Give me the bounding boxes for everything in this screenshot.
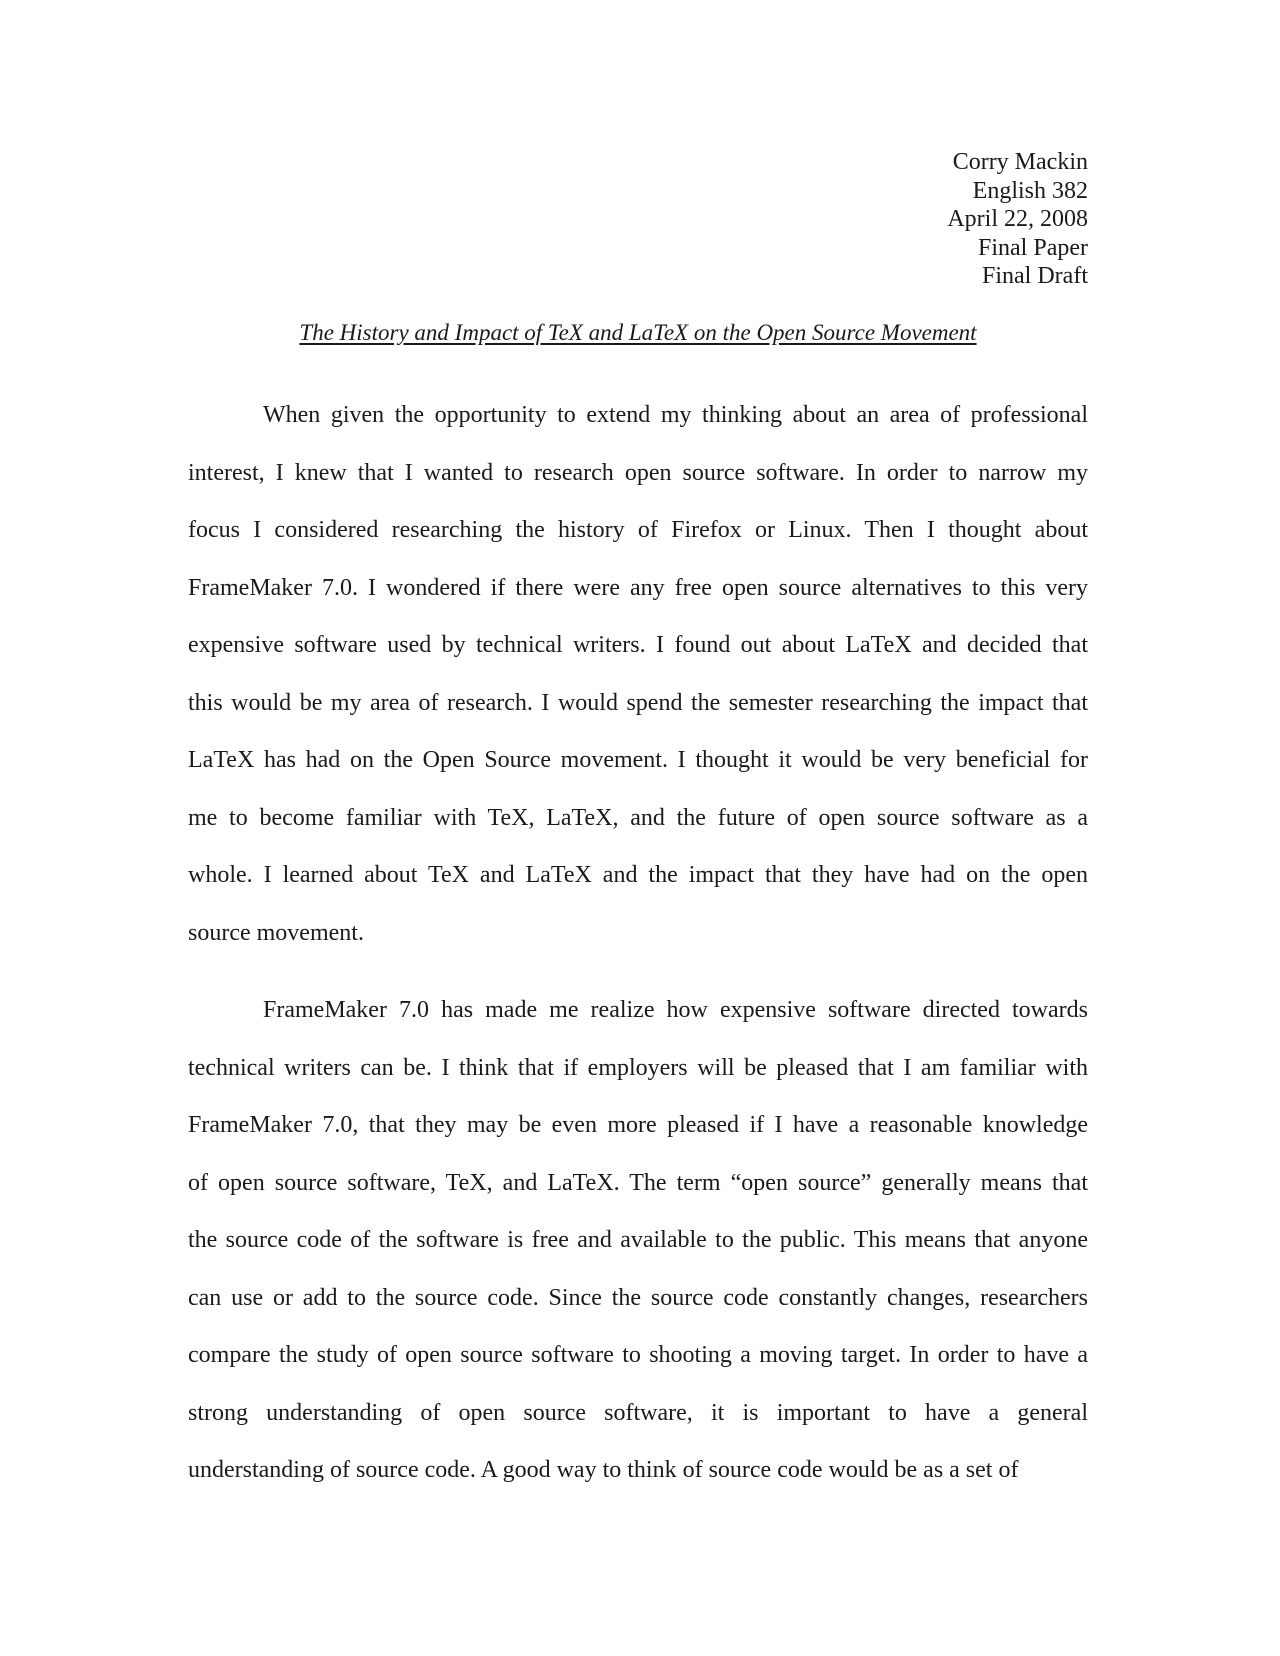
paragraph-1 — [188, 387, 1088, 962]
paragraph-line: compare the study of open source software to shooting a moving target. In order to have a — [188, 1342, 1088, 1368]
paragraph-line: strong understanding of open source software, it is important to have a general — [188, 1399, 1088, 1426]
paragraph-line: can use or add to the source code. Since the source code constantly changes, researchers — [188, 1284, 1088, 1311]
draft-label: Final Draft — [982, 263, 1088, 289]
author-name: Corry Mackin — [952, 149, 1088, 175]
paragraph-line: the source code of the software is free and available to the public. This means that anyone — [188, 1227, 1088, 1253]
paragraph-line: whole. I learned about TeX and LaTeX and the impact that they have had on the open — [188, 862, 1088, 888]
paragraph-line: this would be my area of research. I would spend the semester researching the impact that — [188, 689, 1088, 716]
paper-title: The History and Impact of TeX and LaTeX on the Open Source Movement — [299, 320, 977, 345]
paragraph-line: understanding of source code. A good way to think of source code would be as a set of — [188, 1457, 1019, 1483]
paragraph-line: FrameMaker 7.0. I wondered if there were any free open source alternatives to this very — [188, 574, 1088, 601]
paragraph-line: FrameMaker 7.0, that they may be even more pleased if I have a reasonable knowledge — [188, 1112, 1088, 1138]
paragraph-line: of open source software, TeX, and LaTeX. The term “open source” generally means that — [188, 1169, 1088, 1196]
paragraph-line: expensive software used by technical writers. I found out about LaTeX and decided that — [188, 632, 1088, 658]
assignment-label: Final Paper — [978, 234, 1088, 261]
paragraph-line: When given the opportunity to extend my thinking about an area of professional — [263, 402, 1088, 428]
paragraph-line: source movement. — [188, 919, 364, 946]
paragraph-line: focus I considered researching the history of Firefox or Linux. Then I thought about — [188, 517, 1088, 543]
paragraph-line: LaTeX has had on the Open Source movement. I thought it would be very beneficial for — [188, 747, 1088, 773]
header-block — [947, 148, 1088, 291]
paragraph-line: interest, I knew that I wanted to research open source software. In order to narrow my — [188, 459, 1088, 486]
course-name: English 382 — [972, 177, 1088, 204]
paper-date: April 22, 2008 — [947, 206, 1088, 232]
paragraph-line: FrameMaker 7.0 has made me realize how expensive software directed towards — [263, 997, 1088, 1023]
paragraph-line: technical writers can be. I think that if employers will be pleased that I am familiar with — [188, 1054, 1088, 1081]
paragraph-2 — [188, 982, 1088, 1500]
paragraph-line: me to become familiar with TeX, LaTeX, and the future of open source software as a — [188, 804, 1088, 831]
